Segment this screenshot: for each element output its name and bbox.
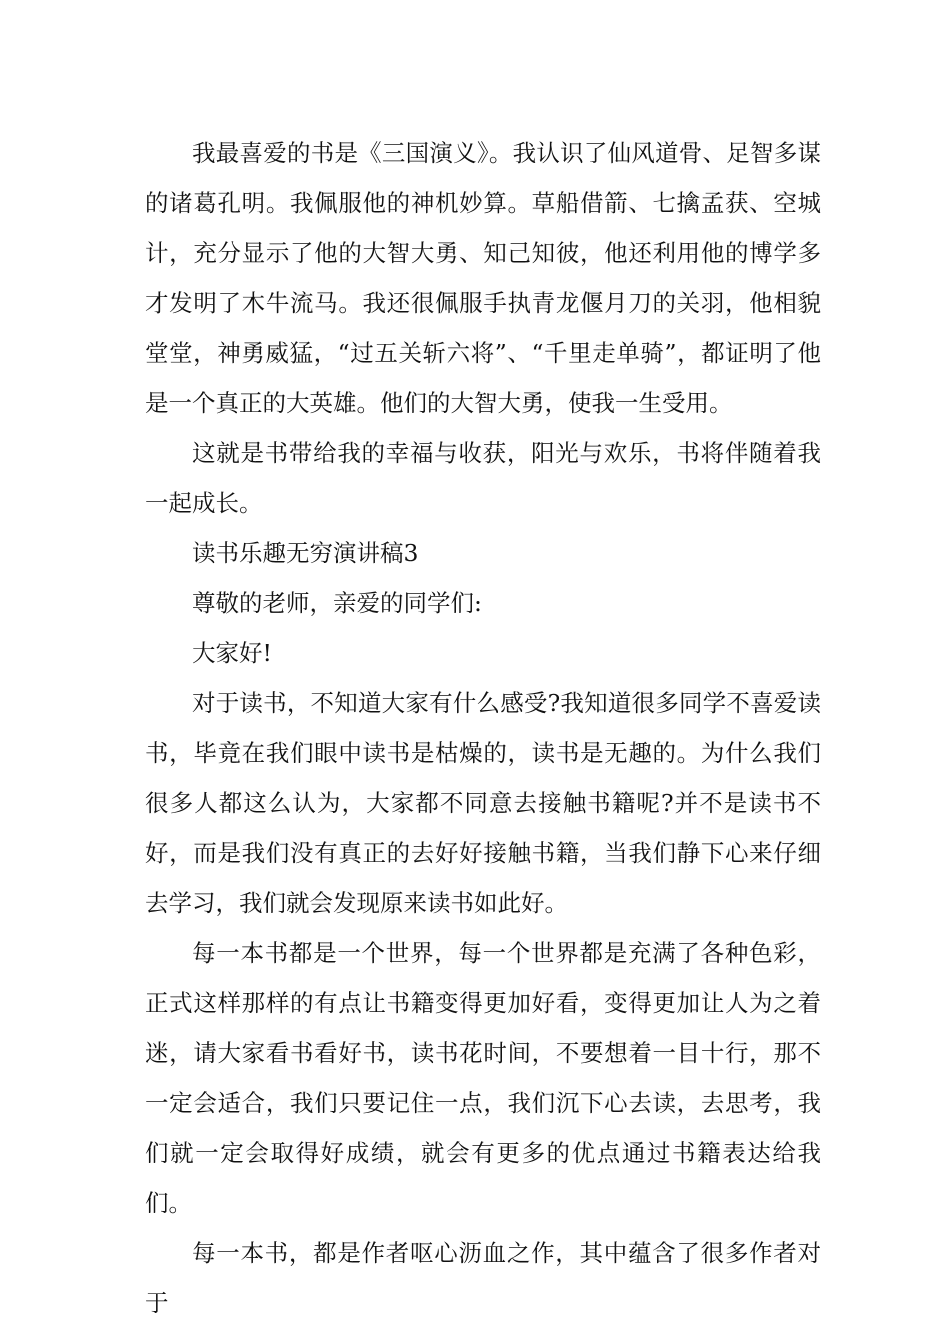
paragraph-feelings-about-reading: 对于读书，不知道大家有什么感受?我知道很多同学不喜爱读书，毕竟在我们眼中读书是枯燥的，读书是无趣的。为什么我们很多人都这么认为，大家都不同意去接触书籍呢?并不是读书不好，而是我们没有真正的去好好接触书籍，当我们静下心来仔细去学习，我们就会发现原来读书如此好。 xyxy=(145,689,821,917)
paragraph-each-book-a-world: 每一本书都是一个世界，每一个世界都是充满了各种色彩，正式这样那样的有点让书籍变得更加好看，变得更加让人为之着迷，请大家看书看好书，读书花时间，不要想着一目十行，那不一定会适合，我们只要记住一点，我们沉下心去读，去思考，我们就一定会取得好成绩，就会有更多的优点通过书籍表达给我们。 xyxy=(145,939,821,1217)
paragraph-reading-happiness: 这就是书带给我的幸福与收获，阳光与欢乐，书将伴随着我一起成长。 xyxy=(145,439,821,517)
paragraph-three-kingdoms: 我最喜爱的书是《三国演义》。我认识了仙风道骨、足智多谋的诸葛孔明。我佩服他的神机妙算。草船借箭、七擒孟获、空城计，充分显示了他的大智大勇、知己知彼，他还利用他的博学多才发明了木牛流马。我还很佩服手执青龙偃月刀的关羽，他相貌堂堂，神勇威猛，“过五关斩六将”、“千里走单骑”，都证明了他是一个真正的大英雄。他们的大智大勇，使我一生受用。 xyxy=(145,139,821,417)
document-body xyxy=(145,128,821,1328)
greeting: 大家好! xyxy=(192,639,272,667)
paragraph-author-effort: 每一本书，都是作者呕心沥血之作，其中蕴含了很多作者对于 xyxy=(145,1239,821,1317)
speech-title: 读书乐趣无穷演讲稿3 xyxy=(192,539,419,567)
salutation: 尊敬的老师，亲爱的同学们: xyxy=(192,589,482,617)
